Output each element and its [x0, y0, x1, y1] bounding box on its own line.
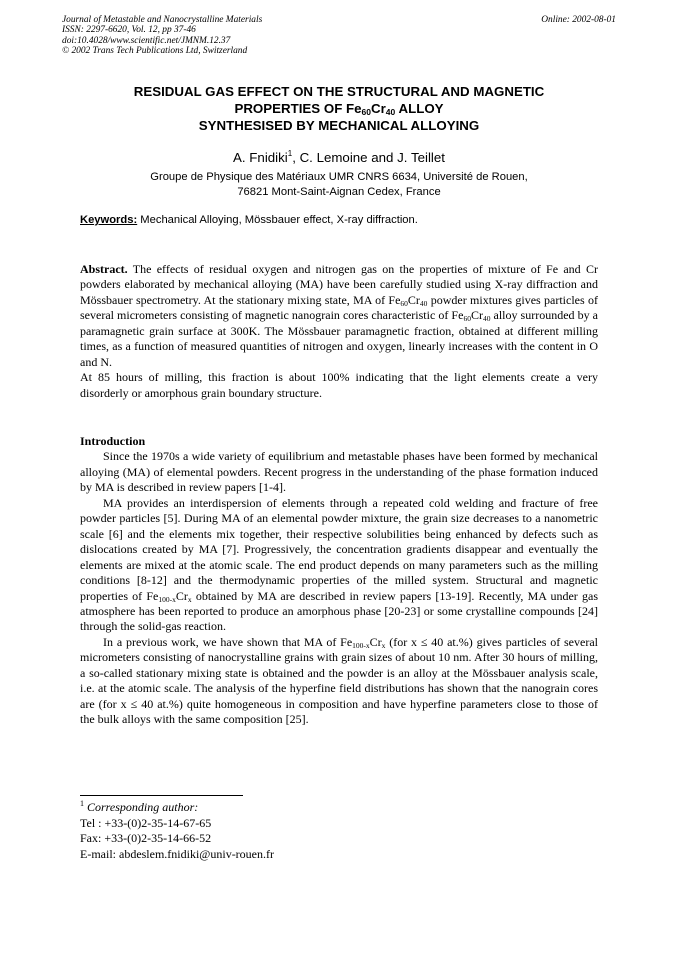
- keywords-label: Keywords:: [80, 214, 138, 226]
- intro-paragraph-2: MA provides an interdispersion of elements through a repeated cold welding and fracture of free powder particles [5]. During MA of an elemental powder mixture, the grain size decreases to a nanometric scale [6] and the elements mix together, their respective solubilities being enhanced by defects such as dislocations created by MA [7]. Progressively, the concentration gradients disappear and eventually the elements are mixed at the atomic scale. The end product depends on many parameters such as the milling conditions [8-12] and the thermodynamic properties of the milled system. Structural and magnetic properties of $Fe_{100-x}Cr_x$ obtained by MA are described in review papers [13-19]. Recently, MA under gas atmosphere has been reported to produce an amorphous phase [20-23] or some crystalline compounds [24] through the solid-gas reaction.: [80, 495, 599, 634]
- footnote-separator: [80, 795, 243, 796]
- footnote-label: $^1$ Corresponding author:: [80, 799, 199, 814]
- abstract-label: Abstract.: [80, 262, 128, 276]
- paper-title: [62, 83, 616, 134]
- journal-header: [62, 15, 616, 57]
- title-line-1: RESIDUAL GAS EFFECT ON THE STRUCTURAL AND MAGNETIC: [133, 84, 545, 99]
- keywords-text: Mechanical Alloying, Mössbauer effect, X-ray diffraction.: [137, 214, 418, 226]
- author-list: A. Fnidiki$^1$, C. Lemoine and J. Teillet: [233, 149, 445, 165]
- copyright-line: © 2002 Trans Tech Publications Ltd, Switzerland: [62, 46, 248, 57]
- online-date: Online: 2002-08-01: [541, 15, 616, 25]
- abstract: [80, 262, 598, 401]
- issn-line: ISSN: 2297-6620, Vol. 12, pp 37-46: [62, 25, 196, 36]
- intro-paragraph-1: Since the 1970s a wide variety of equilibrium and metastable phases have been formed by mechanical alloying (MA) of elemental powders. Recent progress in the understanding of the phase formation induced by MA is described in review papers [1-4].: [80, 449, 598, 495]
- journal-name: Journal of Metastable and Nanocrystalline Materials: [62, 15, 263, 25]
- introduction-section: [80, 434, 598, 728]
- keywords: [80, 214, 600, 226]
- abstract-paragraph-2: At 85 hours of milling, this fraction is about 100% indicating that the light elements create a very disorderly or amorphous grain boundary structure.: [80, 370, 598, 400]
- affiliation: Groupe de Physique des Matériaux UMR CNRS 6634, Université de Rouen, 76821 Mont-Saint-Aignan Cedex, France: [150, 171, 528, 198]
- introduction-heading: Introduction: [80, 434, 146, 448]
- footnote-fax: Fax: +33-(0)2-35-14-66-52: [80, 831, 212, 845]
- intro-paragraph-3: In a previous work, we have shown that MA of $Fe_{100-x}Cr_x$ (for x ≤ 40 at.%) gives particles of several micrometers consisting of nanocrystalline grains with grain sizes of about 10 nm. After 30 hours of milling, a so-called stationary mixing state is obtained and the powder is an alloy at the Mössbauer analysis scale, i.e. at the atomic scale. The analysis of the hyperfine field distributions has shown that the nanograin cores are (for x ≤ 40 at.%) quite homogeneous in composition and have hyperfine parameters close to those of the bulk alloys with the same composition [25].: [80, 634, 598, 727]
- title-line-2: PROPERTIES OF $Fe_{60}Cr_{40}$ ALLOY: [234, 101, 444, 117]
- footnote-tel: Tel : +33-(0)2-35-14-67-65: [80, 815, 212, 830]
- doi-line: doi:10.4028/www.scientific.net/JMNM.12.37: [62, 35, 231, 46]
- footnote-email: E-mail: abdeslem.fnidiki@univ-rouen.fr: [80, 846, 274, 861]
- abstract-paragraph: Abstract. The effects of residual oxygen and nitrogen gas on the properties of mixture of Fe and Cr powders elaborated by mechanical alloying (MA) have been carefully studied using X-ray diffraction and Mössbauer spectrometry. At the stationary mixing state, MA of $Fe_{60}Cr_{40}$ powder mixtures gives particles of several micrometers consisting of magnetic nanograin cores characteristic of $Fe_{60}Cr_{40}$ alloy surrounded by a paramagnetic grain surface at 300K. The Mössbauer paramagnetic fraction, obtained at different milling times, as a function of measured quantities of nitrogen and oxygen, linearly increases with the content in O and N.: [80, 262, 599, 369]
- title-line-3: SYNTHESISED BY MECHANICAL ALLOYING: [198, 118, 480, 133]
- footnote: [80, 800, 480, 862]
